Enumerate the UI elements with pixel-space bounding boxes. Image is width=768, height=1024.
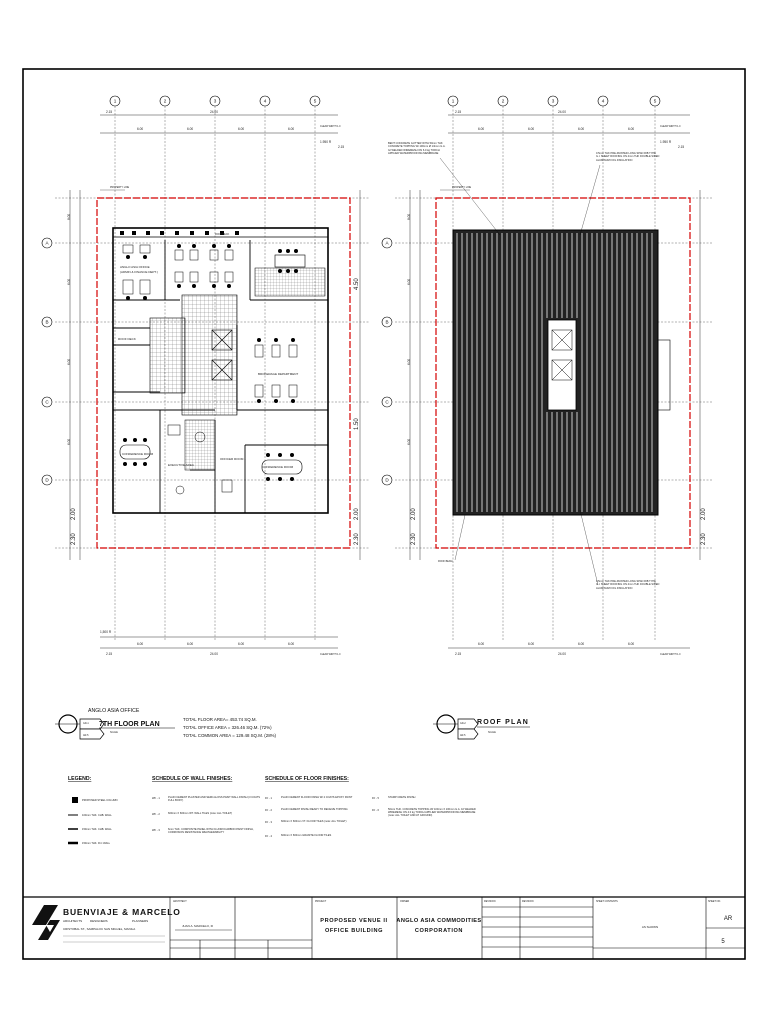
grid-label-rp-5: 5 (653, 98, 657, 104)
project-line-2: OFFICE BUILDING (324, 928, 384, 934)
title-roof-plan (433, 715, 530, 739)
title-block (23, 897, 745, 959)
grid-label-rp-4: 4 (601, 98, 605, 104)
legend-item-1: PROPOSED STEEL COLUMN (82, 799, 118, 802)
svg-text:4.50: 4.50 (354, 278, 360, 290)
row-label-rp-B: B (385, 319, 389, 325)
svg-text:8.00: 8.00 (67, 213, 71, 220)
row-label-lp-B: B (45, 319, 49, 325)
floor-finish-text: STAMP CRETE FINISH (388, 795, 416, 799)
svg-text:6.00: 6.00 (628, 127, 635, 131)
sheet-number: 5 (721, 939, 725, 945)
grid-label-rp-3: 3 (551, 98, 555, 104)
wall-finish-code: WF - 3 (152, 829, 160, 832)
svg-text:6.00: 6.00 (67, 358, 71, 365)
floor-finish-text: PLAIN CEMENT FLOOR FINISH W/ 2 COATS EPOXY PAINT (281, 795, 353, 799)
grid-label-rp-2: 2 (501, 98, 505, 104)
level-bottom-left: 1,500 R (100, 630, 112, 634)
svg-text:6.00: 6.00 (187, 127, 194, 131)
title-caption-1: ANGLO ASIA OFFICE (88, 708, 140, 714)
room-label: OFFICER ROOM 1 (220, 457, 246, 461)
owner-line-1: ANGLO ASIA COMMODITIES (396, 918, 482, 924)
title-name-2: ROOF PLAN (477, 719, 530, 726)
floor-finish-text: 50mm THK. CONCRETE TOPPING W/ 100mm X 100mm G.A. 10 WELDED WIREMESH ON 4.0 kg TORCH APPLIED WATERPROOFING MEMBRANE (note: ALL TOILET AND AT GROUND) (388, 807, 476, 818)
svg-text:6.00: 6.00 (407, 278, 411, 285)
room-label: EXECUTIVE AREA (168, 463, 194, 467)
sheet-code: AR (723, 916, 733, 922)
svg-text:6.00: 6.00 (407, 358, 411, 365)
level-top-right: 1.950 R (660, 140, 672, 144)
svg-text:24.00: 24.00 (210, 110, 218, 114)
floor-finish-code: FF - 6 (372, 809, 379, 812)
firm-sub-2: DESIGNERS (90, 919, 108, 923)
owner-label: OWNER (400, 900, 410, 903)
title-scale-1: SCALE (110, 731, 118, 734)
legend-item-2: 100mm THK. CHB. WALL (82, 814, 112, 817)
roof-note-sheet-top: 0.5mm THK PRE-PAINTED LONG SPAN RIB TYPE G.I. SHEET ROOFING ON 4mm THK DOUBLE SIDED ALUMINUM FOIL INSULATION (596, 152, 660, 162)
svg-text:6.00: 6.00 (478, 127, 485, 131)
title-sheet-1: AR-5 (83, 734, 89, 737)
wall-finish-text: 6mm THK. COMPOSITE PANEL WITH FLUOROCARBON PAINT FINISH, CORROSION RESISTANCE WEATHERABILITY (168, 827, 254, 834)
svg-text:6.00: 6.00 (288, 127, 295, 131)
svg-text:2.00: 2.00 (411, 508, 417, 520)
svg-text:2.15: 2.15 (106, 110, 113, 114)
svg-text:2.30: 2.30 (411, 533, 417, 545)
svg-text:2.00: 2.00 (71, 508, 77, 520)
room-label: ROOF DECK (118, 337, 136, 341)
svg-text:24.00: 24.00 (558, 110, 566, 114)
svg-text:2.15: 2.15 (338, 145, 345, 149)
svg-text:CLEAR WIDTH 1.0: CLEAR WIDTH 1.0 (660, 125, 681, 128)
architect-label: ARCHITECT (173, 900, 187, 903)
svg-text:6.00: 6.00 (578, 642, 585, 646)
svg-text:CLEAR WIDTH 1.0: CLEAR WIDTH 1.0 (320, 653, 341, 656)
grid-label-lp-5: 5 (313, 98, 317, 104)
legend (68, 776, 118, 845)
svg-text:6.00: 6.00 (187, 642, 194, 646)
svg-text:6.00: 6.00 (628, 642, 635, 646)
level-top-left: 1.950 R (320, 140, 332, 144)
svg-text:CLEAR WIDTH 1.0: CLEAR WIDTH 1.0 (320, 125, 341, 128)
svg-text:CLEAR WIDTH 1.0: CLEAR WIDTH 1.0 (660, 653, 681, 656)
property-line-label-left: PROPERTY LINE (110, 186, 130, 189)
firm-sub-3: PLANNERS (132, 919, 149, 923)
floor-finish-text: 600mm X 600mm VT. FLOOR TILES (note: ALL TOILET) (281, 819, 347, 823)
floor-finish-code: FF - 3 (265, 821, 272, 824)
svg-text:6.00: 6.00 (407, 438, 411, 445)
wall-finish-text: PLAIN CEMENT PLASTER AND SEMI-GLOSS PAINT WALL FINISH (3 COATS FULL BODY) (168, 795, 260, 802)
svg-text:2.15: 2.15 (678, 145, 685, 149)
floor-finish-code: FF - 2 (265, 809, 272, 812)
svg-text:6.00: 6.00 (578, 127, 585, 131)
sheet-contents-label: SHEET CONTENTS (596, 900, 618, 903)
row-label-lp-D: D (45, 477, 49, 483)
title-scale-2: SCALE (488, 731, 496, 734)
svg-text:6.00: 6.00 (238, 642, 245, 646)
room-label: ANGLO ASIA OFFICE (120, 265, 150, 269)
svg-text:8.00: 8.00 (407, 213, 411, 220)
floor-finish-code: FF - 5 (372, 797, 379, 800)
project-line-1: PROPOSED VENUE II (320, 918, 388, 924)
firm-address: CRISTOBAL ST., SAMPALOC SAN MIGUEL, MANILA (63, 927, 136, 931)
row-label-lp-A: A (45, 240, 49, 246)
svg-text:6.00: 6.00 (528, 127, 535, 131)
svg-text:6.00: 6.00 (288, 642, 295, 646)
svg-text:6.00: 6.00 (137, 127, 144, 131)
floor-finishes-heading: SCHEDULE OF FLOOR FINISHES: (265, 776, 349, 782)
svg-text:24.00: 24.00 (558, 652, 566, 656)
firm-logo (32, 905, 60, 940)
svg-text:2.30: 2.30 (71, 533, 77, 545)
svg-text:6.00: 6.00 (478, 642, 485, 646)
total-floor-area: TOTAL FLOOR AREA= 453.74 SQ.M. (183, 717, 257, 722)
firm-sub-1: ARCHITECTS (63, 919, 83, 923)
sheet-no-label: SHEET NO. (708, 900, 721, 903)
floor-finishes-schedule (265, 776, 478, 844)
svg-text:2.15: 2.15 (455, 652, 462, 656)
row-label-rp-C: C (385, 399, 389, 405)
svg-text:1.50: 1.50 (354, 418, 360, 430)
floor-finish-code: FF - 1 (265, 797, 272, 800)
svg-text:6.00: 6.00 (528, 642, 535, 646)
project-label: PROJECT (315, 900, 327, 903)
roof-plan (388, 96, 712, 656)
svg-text:2.00: 2.00 (701, 508, 707, 520)
svg-text:2.30: 2.30 (701, 533, 707, 545)
wall-finish-code: WF - 2 (152, 813, 160, 816)
legend-heading: LEGEND: (68, 776, 92, 782)
wall-finish-code: WF - 1 (152, 797, 160, 800)
wall-finishes-schedule (152, 776, 260, 840)
grid-label-rp-1: 1 (451, 98, 455, 104)
legend-item-3: 150mm THK. CHB. WALL (82, 828, 112, 831)
svg-text:24.00: 24.00 (210, 652, 218, 656)
floor-finish-code: FF - 4 (265, 835, 272, 838)
svg-text:2.30: 2.30 (354, 533, 360, 545)
property-line-label-right: PROPERTY LINE (452, 186, 472, 189)
firm-name: BUENVIAJE & MARCELO (63, 907, 181, 917)
row-label-rp-A: A (385, 240, 389, 246)
total-office-area: TOTAL OFFICE AREA = 326.46 SQ.M. (72%) (183, 725, 272, 730)
svg-text:6.00: 6.00 (238, 127, 245, 131)
title-sheet-2: AR-5 (460, 734, 466, 737)
grid-label-lp-4: 4 (263, 98, 267, 104)
svg-text:6.00: 6.00 (67, 278, 71, 285)
title-code-1: GD-1 (83, 722, 89, 725)
title-code-2: GD-2 (460, 722, 466, 725)
legend-item-4: 150mm THK. R.C WALL (82, 842, 111, 845)
floor-finish-text: PLAIN CEMENT FINISH READY TO RECEIVE TOPPING (281, 807, 348, 811)
architect-name: JUAN A. MARCELO, III (182, 924, 214, 928)
svg-text:2.15: 2.15 (106, 652, 113, 656)
room-label: BROKERAGE DEPARTMENT (258, 372, 299, 376)
grid-label-lp-3: 3 (213, 98, 217, 104)
room-label: CONFERENCE ROOM (262, 465, 294, 469)
grid-label-lp-1: 1 (113, 98, 117, 104)
floor-finish-text: 600mm X 600mm GRANITE FLOOR TILES (281, 833, 332, 837)
roof-note-gutter: BENT CONCRETE GUTTER WITH 50mm THK CONCRETE TOPPING W/ 100mm Ø 1/2mm G.A. GI WELDED WIREMESH ON 6.0 kg TORCH APPLIED WATERPROOFING MEMBRANE (388, 142, 446, 155)
svg-text:ROOF DECK: ROOF DECK (215, 233, 230, 236)
title-seventh-floor (55, 708, 277, 739)
row-label-lp-C: C (45, 399, 49, 405)
total-common-area: TOTAL COMMON AREA = 129.48 SQ.M. (28%) (183, 733, 277, 738)
roof-note-sheet-bottom: 0.5mm THK PRE-PAINTED LONG SPAN RIB TYPE G.I. SHEET ROOFING ON 4mm THK DOUBLE SIDED ALUMINUM FOIL INSULATION (596, 580, 660, 590)
title-name-1: 7TH FLOOR PLAN (99, 721, 160, 728)
seventh-floor-plan (55, 96, 370, 656)
wall-finish-text: 600mm X 600mm WT. WALL TILES (note: ALL TOILET) (168, 811, 233, 815)
row-label-rp-D: D (385, 477, 389, 483)
scale-value: AS SHOWN (641, 925, 659, 929)
roof-beam-label: ROOF BEAM (438, 560, 453, 563)
revision-label: REVISION (484, 900, 496, 903)
owner-line-2: CORPORATION (414, 928, 464, 934)
room-label: (ADMIN & FINANCE DEPT.) (120, 270, 158, 274)
svg-text:2.15: 2.15 (455, 110, 462, 114)
svg-text:2.00: 2.00 (354, 508, 360, 520)
wall-finishes-heading: SCHEDULE OF WALL FINISHES: (152, 776, 233, 782)
svg-text:6.00: 6.00 (67, 438, 71, 445)
svg-text:6.00: 6.00 (137, 642, 144, 646)
room-label: CONFERENCE ROOM (122, 452, 154, 456)
revision-label-2: REVISION (522, 900, 534, 903)
grid-label-lp-2: 2 (163, 98, 167, 104)
